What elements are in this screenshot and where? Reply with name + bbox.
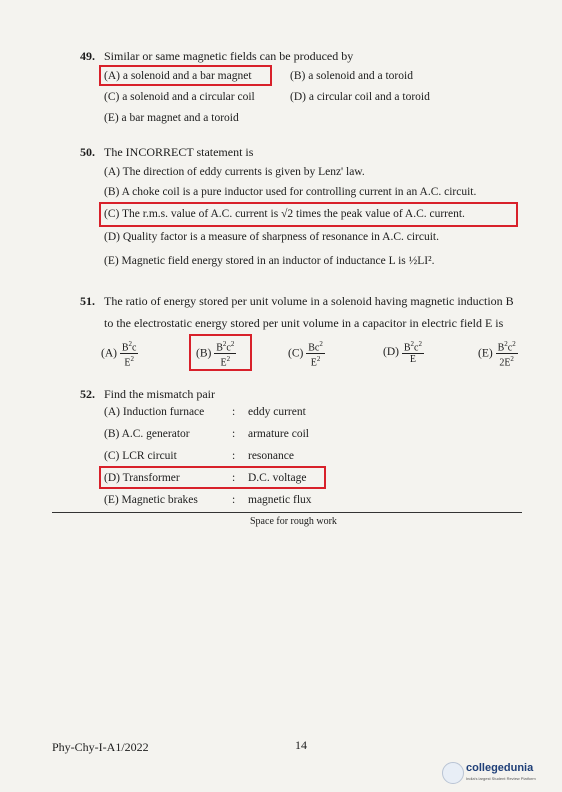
question-52-text: Find the mismatch pair	[104, 387, 215, 401]
answer-highlight-49	[99, 65, 272, 86]
q51-option-a: (A) $\frac{B^2c}{E^2}$	[101, 340, 137, 369]
q52-sep-c: :	[232, 450, 236, 462]
question-51-text-line1: The ratio of energy stored per unit volume in a solenoid having magnetic induction B	[104, 294, 514, 308]
rough-work-label: Space for rough work	[250, 516, 337, 527]
q50-option-a: (A) The direction of eddy currents is given by Lenz' law.	[104, 166, 365, 178]
q49-option-c: (C) a solenoid and a circular coil	[104, 91, 255, 103]
q50-option-e: (E) Magnetic field energy stored in an inductor of inductance L is ½LI².	[104, 255, 435, 267]
energy-formula: ½LI².	[408, 255, 435, 267]
q52-right-e: magnetic flux	[248, 494, 312, 506]
q52-sep-b: :	[232, 428, 236, 440]
q51-option-b: (B) $\frac{B^2c^2}{E^2}$	[196, 340, 235, 369]
q51-option-d: (D) $\frac{B^2c^2}{E}$	[383, 340, 422, 366]
q52-sep-a: :	[232, 406, 236, 418]
q51-option-e: (E) $\frac{B^2c^2}{2E^2}$	[478, 340, 516, 369]
q52-right-a: eddy current	[248, 406, 306, 418]
question-50-number: 50.	[80, 145, 95, 159]
q49-option-d: (D) a circular coil and a toroid	[290, 91, 430, 103]
answer-highlight-51	[189, 334, 252, 371]
q52-right-c: resonance	[248, 450, 294, 462]
answer-highlight-50	[99, 202, 518, 227]
sqrt-two-symbol: √2	[281, 208, 294, 220]
q51-option-c: (C) $\frac{Bc^2}{E^2}$	[288, 340, 323, 369]
section-divider	[52, 512, 522, 513]
q50-option-d: (D) Quality factor is a measure of sharpness of resonance in A.C. circuit.	[104, 231, 439, 243]
q49-option-a: (A) a solenoid and a bar magnet	[104, 70, 252, 82]
q52-sep-e: :	[232, 494, 236, 506]
q52-right-d: D.C. voltage	[248, 472, 307, 484]
question-51-text-line2: to the electrostatic energy stored per unit volume in a capacitor in electric field E is	[104, 316, 504, 330]
q52-right-b: armature coil	[248, 428, 309, 440]
q49-option-b: (B) a solenoid and a toroid	[290, 70, 413, 82]
answer-highlight-52	[99, 466, 326, 489]
question-49-number: 49.	[80, 49, 95, 63]
q50-option-c: (C) The r.m.s. value of A.C. current is √2 times the peak value of A.C. current.	[104, 208, 465, 220]
question-50-text: The INCORRECT statement is	[104, 145, 254, 159]
q52-sep-d: :	[232, 472, 236, 484]
q52-left-c: (C) LCR circuit	[104, 450, 177, 462]
q52-left-a: (A) Induction furnace	[104, 406, 205, 418]
q50-option-b: (B) A choke coil is a pure inductor used for controlling current in an A.C. circuit.	[104, 186, 477, 198]
page-number: 14	[295, 738, 307, 752]
q52-left-d: (D) Transformer	[104, 472, 180, 484]
question-52-number: 52.	[80, 387, 95, 401]
paper-code: Phy-Chy-I-A1/2022	[52, 740, 149, 754]
question-51-number: 51.	[80, 294, 95, 308]
question-49-text: Similar or same magnetic fields can be produced by	[104, 49, 354, 63]
collegedunia-tagline: India's largest Student Review Platform	[466, 776, 536, 781]
q52-left-b: (B) A.C. generator	[104, 428, 190, 440]
collegedunia-logo-text: collegedunia	[466, 762, 534, 774]
collegedunia-logo-icon	[442, 762, 464, 784]
q49-option-e: (E) a bar magnet and a toroid	[104, 112, 239, 124]
q52-left-e: (E) Magnetic brakes	[104, 494, 198, 506]
